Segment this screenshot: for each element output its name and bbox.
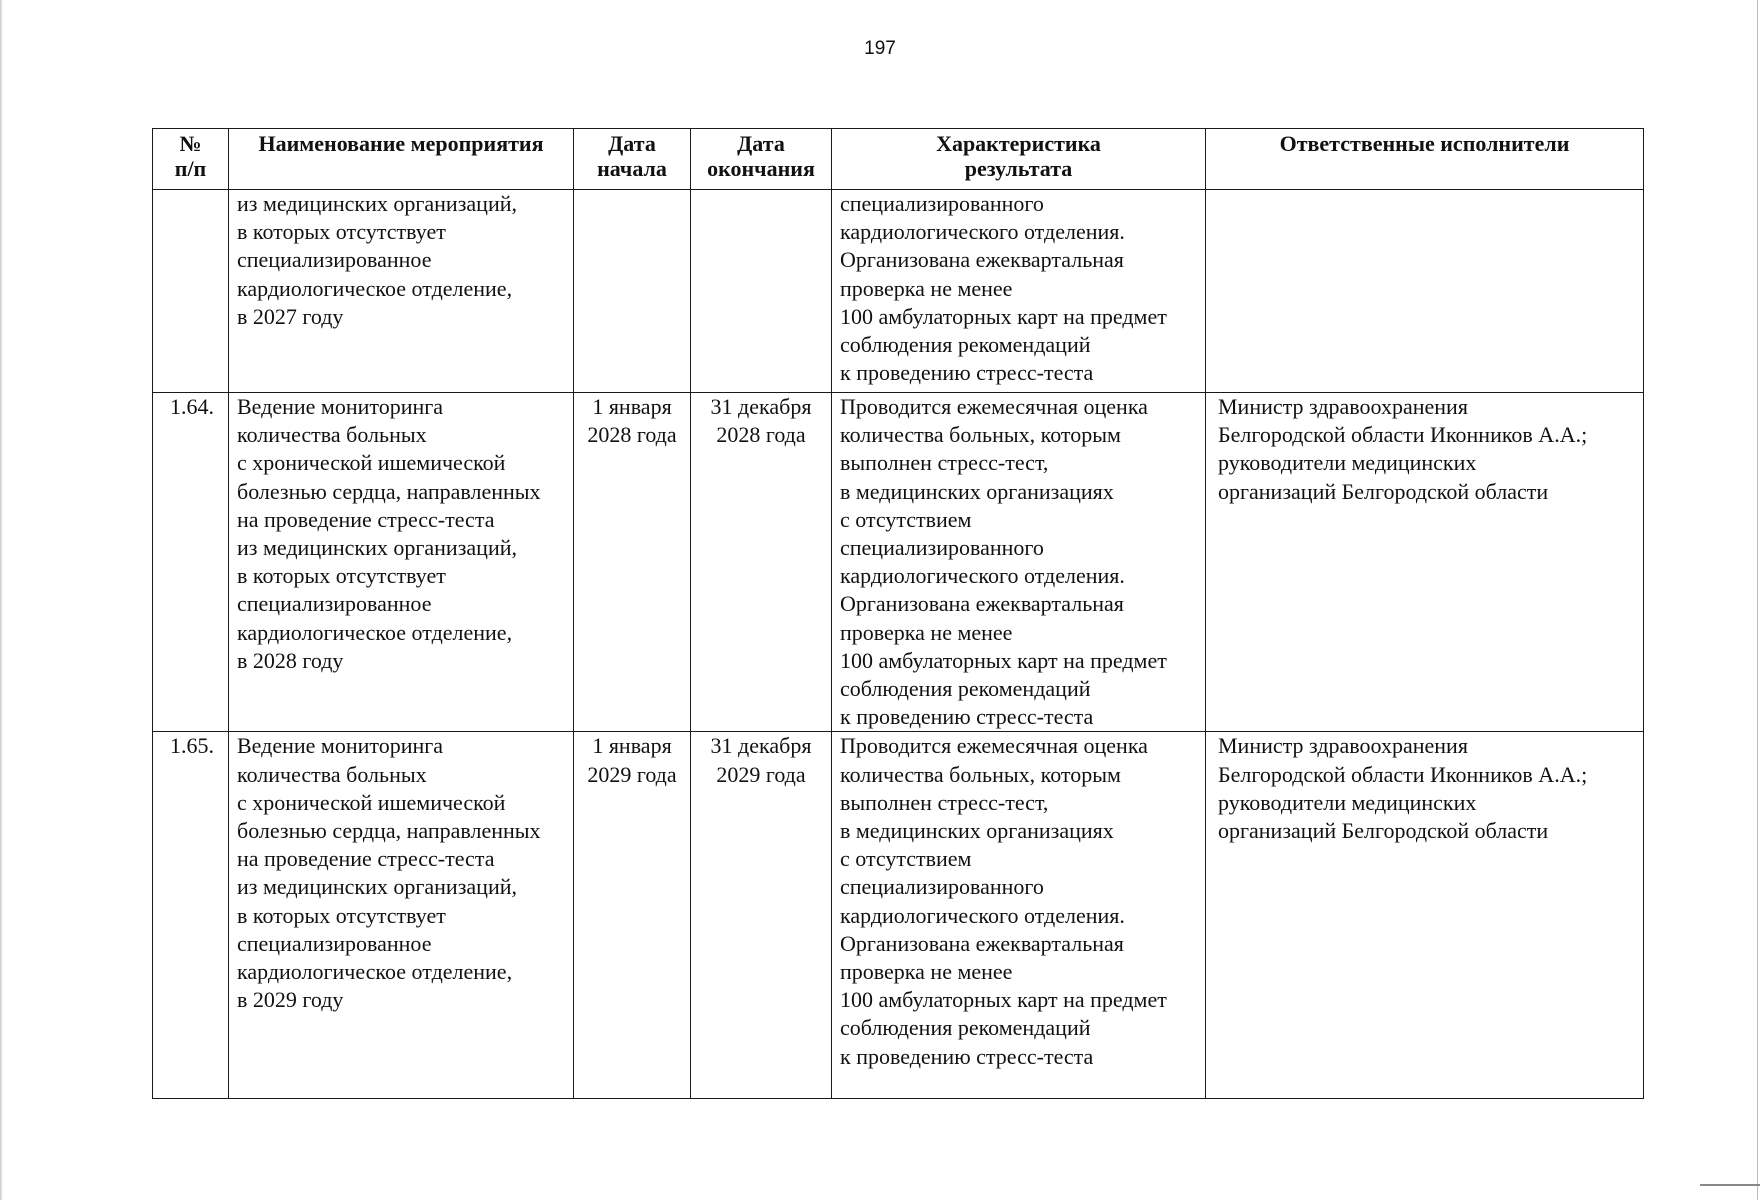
cell-line: Ведение мониторинга [237,394,444,419]
cell-line: Организована ежеквартальная [840,247,1124,273]
cell-line: с отсутствием [840,846,972,872]
cell-line: болезнью сердца, направленных [237,478,541,504]
cell-start-date [574,393,691,732]
cell-line: Министр здравоохранения [1218,394,1468,419]
cell-line: в медицинских организациях [840,478,1114,504]
header-responsible: Ответственные исполнители [1206,129,1644,190]
cell-line: Проводится ежемесячная оценка [840,733,1148,759]
cell-num: 1.64. [153,393,229,732]
cell-line: из медицинских организаций, [237,191,517,216]
cell-name [229,190,574,393]
cell-line: Ведение мониторинга [237,733,444,759]
cell-line: соблюдения рекомендаций [840,1015,1091,1041]
cell-line: в которых отсутствует [237,219,446,245]
cell-line: болезнью сердца, направленных [237,818,541,844]
cell-line: 2028 года [716,422,806,448]
cell-line: кардиологического отделения. [840,563,1125,589]
cell-line: 2029 года [587,761,677,787]
cell-line: кардиологического отделения. [840,219,1125,245]
cell-result [832,393,1206,732]
cell-line: Министр здравоохранения [1218,733,1468,759]
cell-line: Организована ежеквартальная [840,930,1124,956]
cell-line: с хронической ишемической [237,789,506,815]
cell-line: выполнен стресс-тест, [840,789,1049,815]
cell-line: в которых отсутствует [237,563,446,589]
cell-line: специализированное [237,247,432,273]
cell-line: 1 января [592,394,672,419]
cell-responsible [1206,393,1644,732]
cell-line: количества больных [237,761,427,787]
scan-left-edge [0,0,3,1200]
cell-line: количества больных [237,422,427,448]
cell-line: специализированного [840,535,1044,561]
scan-right-edge [1757,0,1758,1200]
cell-line: 31 декабря [710,733,812,759]
header-result: Характеристика результата [832,129,1206,190]
table-row [153,190,1644,393]
cell-line: в 2027 году [237,303,344,329]
cell-line: в которых отсутствует [237,902,446,928]
cell-line: к проведению стресс-теста [840,1043,1094,1069]
table-row [153,732,1644,1099]
cell-line: Организована ежеквартальная [840,591,1124,617]
header-start-date: Дата начала [574,129,691,190]
cell-line: кардиологического отделения. [840,902,1125,928]
cell-end-date [691,732,832,1099]
cell-line: специализированное [237,591,432,617]
cell-line: 100 амбулаторных карт на предмет [840,647,1167,673]
cell-line: 1 января [592,733,672,759]
cell-line: соблюдения рекомендаций [840,332,1091,358]
cell-line: организаций Белгородской области [1218,818,1549,844]
cell-line: количества больных, которым [840,761,1121,787]
cell-line: Проводится ежемесячная оценка [840,394,1148,419]
cell-line: Белгородской области Иконников А.А.; [1218,422,1588,448]
cell-line: к проведению стресс-теста [840,360,1094,386]
cell-line: кардиологическое отделение, [237,959,513,985]
cell-line: Белгородской области Иконников А.А.; [1218,761,1588,787]
cell-line: кардиологическое отделение, [237,275,513,301]
cell-line: специализированное [237,930,432,956]
cell-line: кардиологическое отделение, [237,619,513,645]
cell-line: специализированного [840,191,1044,216]
cell-result [832,190,1206,393]
cell-num [153,190,229,393]
cell-result [832,732,1206,1099]
header-num: № п/п [153,129,229,190]
header-name: Наименование мероприятия [229,129,574,190]
cell-line: в 2028 году [237,647,344,673]
cell-line: на проведение стресс-теста [237,506,495,532]
cell-line: в медицинских организациях [840,818,1114,844]
cell-line: количества больных, которым [840,422,1121,448]
cell-line: проверка не менее [840,619,1013,645]
cell-line: выполнен стресс-тест, [840,450,1049,476]
table-header-row [153,129,1644,190]
cell-name [229,732,574,1099]
cell-line: с хронической ишемической [237,450,506,476]
cell-line: к проведению стресс-теста [840,704,1094,730]
cell-num: 1.65. [153,732,229,1099]
cell-line: руководители медицинских [1218,789,1477,815]
cell-line: 100 амбулаторных карт на предмет [840,987,1167,1013]
scan-corner-mark [1700,1184,1760,1186]
page-number: 197 [864,38,896,59]
cell-line: из медицинских организаций, [237,535,517,561]
table-body [153,190,1644,1099]
cell-line: с отсутствием [840,506,972,532]
cell-line: в 2029 году [237,987,344,1013]
cell-line: 2029 года [716,761,806,787]
cell-line: 2028 года [587,422,677,448]
cell-line: 31 декабря [710,394,812,419]
measures-table [152,128,1644,1099]
header-end-date: Дата окончания [691,129,832,190]
cell-line: руководители медицинских [1218,450,1477,476]
cell-line: проверка не менее [840,959,1013,985]
cell-line: соблюдения рекомендаций [840,676,1091,702]
cell-responsible [1206,732,1644,1099]
cell-line: 100 амбулаторных карт на предмет [840,303,1167,329]
cell-line: специализированного [840,874,1044,900]
cell-line: проверка не менее [840,275,1013,301]
cell-name [229,393,574,732]
table-row [153,393,1644,732]
cell-end-date [691,393,832,732]
cell-start-date [574,732,691,1099]
cell-start-date [574,190,691,393]
cell-responsible [1206,190,1644,393]
cell-line: на проведение стресс-теста [237,846,495,872]
cell-line: из медицинских организаций, [237,874,517,900]
cell-end-date [691,190,832,393]
cell-line: организаций Белгородской области [1218,478,1549,504]
